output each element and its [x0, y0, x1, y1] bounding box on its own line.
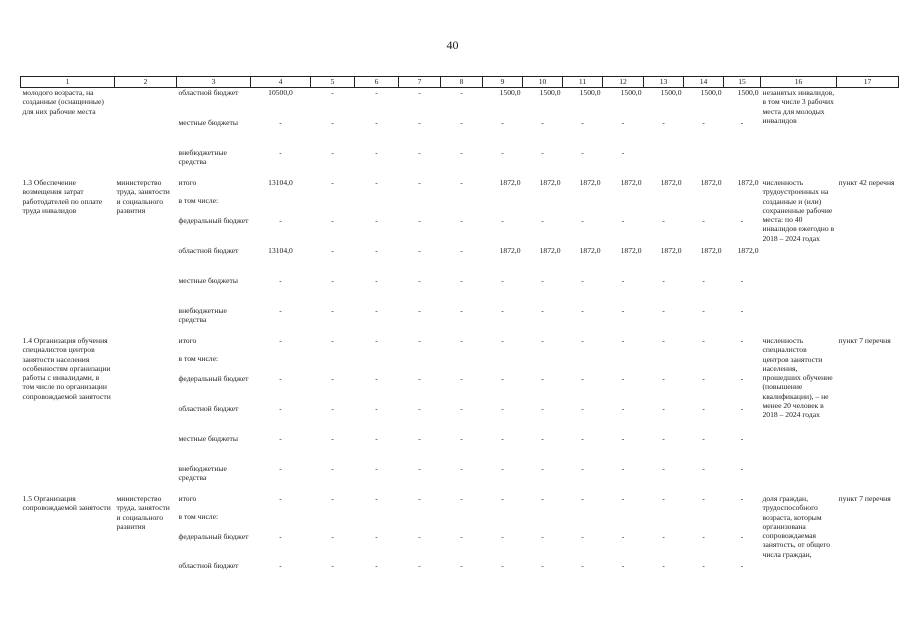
empty-value: -	[418, 464, 421, 473]
reference: пункт 7 перечня	[838, 494, 891, 503]
funding-source: внебюджетные средства	[178, 464, 227, 483]
col-header: 3	[177, 77, 251, 88]
total-value: 10500,0	[268, 88, 293, 97]
empty-value: -	[740, 464, 744, 473]
empty-value: -	[621, 464, 625, 473]
empty-value: -	[581, 148, 584, 157]
table-row	[21, 178, 899, 196]
empty-value: -	[662, 532, 665, 541]
empty-value: -	[621, 118, 625, 127]
empty-value: -	[375, 178, 378, 187]
empty-value: -	[460, 178, 463, 187]
empty-value: -	[331, 532, 334, 541]
empty-value: -	[331, 561, 334, 570]
activity-name: 1.5 Организация сопровождаемой занятости	[22, 494, 111, 513]
empty-value: -	[740, 532, 744, 541]
empty-value: -	[662, 276, 665, 285]
empty-value: -	[621, 561, 625, 570]
empty-value: -	[662, 464, 665, 473]
total-value: 13104,0	[268, 246, 293, 255]
empty-value: -	[418, 434, 421, 443]
empty-value: -	[279, 532, 282, 541]
year-value: 1500,0	[700, 88, 722, 97]
empty-value: -	[581, 374, 584, 383]
empty-value: -	[501, 374, 504, 383]
empty-value: -	[621, 374, 625, 383]
empty-value: -	[702, 494, 705, 503]
empty-value: -	[621, 434, 625, 443]
empty-value: -	[501, 276, 504, 285]
empty-value: -	[621, 494, 625, 503]
empty-value: -	[501, 561, 504, 570]
empty-value: -	[581, 276, 584, 285]
empty-value: -	[621, 276, 625, 285]
empty-value: -	[418, 306, 421, 315]
empty-value: -	[418, 178, 421, 187]
year-value: 1872,0	[579, 178, 601, 187]
empty-value: -	[740, 276, 744, 285]
empty-value: -	[331, 216, 334, 225]
empty-value: -	[279, 306, 282, 315]
empty-value: -	[418, 561, 421, 570]
year-value: 1500,0	[539, 88, 561, 97]
empty-value: -	[460, 246, 463, 255]
year-value: 1872,0	[737, 178, 759, 187]
empty-value: -	[501, 494, 504, 503]
empty-value: -	[702, 216, 705, 225]
funding-source: в том числе:	[178, 512, 219, 521]
empty-value: -	[279, 404, 282, 413]
executor	[115, 88, 177, 179]
empty-value: -	[541, 464, 544, 473]
indicator-text: численность специалистов центров занятости населения, прошедших обучение (повышение квалификации), – не менее 20 человек в 2018 – 2024 годах	[762, 336, 833, 420]
empty-value: -	[418, 374, 421, 383]
empty-value: -	[375, 494, 378, 503]
funding-source: областной бюджет	[178, 561, 239, 570]
empty-value: -	[541, 532, 544, 541]
empty-value: -	[662, 434, 665, 443]
blank-cell	[251, 196, 761, 216]
empty-value: -	[662, 118, 665, 127]
empty-value: -	[279, 561, 282, 570]
year-value: 1500,0	[579, 88, 601, 97]
empty-value: -	[662, 494, 665, 503]
empty-value: -	[460, 306, 463, 315]
empty-value: -	[418, 404, 421, 413]
empty-value: -	[702, 336, 705, 345]
page-number: 40	[446, 38, 459, 52]
empty-value: -	[541, 374, 544, 383]
empty-value: -	[331, 306, 334, 315]
year-value: 1500,0	[499, 88, 521, 97]
funding-source: внебюджетные средства	[178, 148, 227, 167]
empty-value: -	[662, 216, 665, 225]
total-value: 13104,0	[268, 178, 293, 187]
empty-value: -	[279, 148, 282, 157]
col-header: 7	[399, 77, 441, 88]
activity-name: 1.3 Обеспечение возмещения затрат работодателей по оплате труда инвалидов	[22, 178, 103, 215]
empty-value: -	[331, 494, 334, 503]
col-header: 1	[21, 77, 115, 88]
empty-value: -	[581, 336, 584, 345]
year-value: 1872,0	[539, 246, 561, 255]
empty-value: -	[740, 561, 744, 570]
empty-value: -	[331, 336, 334, 345]
empty-value: -	[279, 276, 282, 285]
table-row	[21, 494, 899, 512]
activity-name: молодого возраста, на созданные (оснащенные) для них рабочие места	[22, 88, 104, 116]
empty-value: -	[621, 404, 625, 413]
year-value: 1872,0	[660, 246, 682, 255]
empty-value: -	[375, 118, 378, 127]
col-header: 13	[644, 77, 684, 88]
empty-value: -	[279, 216, 282, 225]
empty-value: -	[375, 216, 378, 225]
funding-source: федеральный бюджет	[178, 216, 249, 225]
empty-value: -	[418, 494, 421, 503]
empty-value: -	[702, 276, 705, 285]
empty-value: -	[621, 336, 625, 345]
empty-value: -	[279, 118, 282, 127]
empty-value: -	[501, 216, 504, 225]
empty-value: -	[662, 404, 665, 413]
funding-source: местные бюджеты	[178, 276, 238, 285]
empty-value: -	[375, 404, 378, 413]
funding-source: областной бюджет	[178, 88, 239, 97]
empty-value: -	[740, 306, 744, 315]
empty-value: -	[621, 216, 625, 225]
executor	[115, 336, 177, 494]
empty-value: -	[581, 464, 584, 473]
empty-value: -	[501, 118, 504, 127]
empty-value: -	[460, 434, 463, 443]
blank-cell	[724, 148, 761, 178]
empty-value: -	[501, 148, 504, 157]
empty-value: -	[375, 464, 378, 473]
empty-value: -	[541, 404, 544, 413]
funding-source: областной бюджет	[178, 246, 239, 255]
blank-cell	[251, 512, 761, 532]
empty-value: -	[740, 434, 744, 443]
table-row	[21, 336, 899, 354]
empty-value: -	[418, 532, 421, 541]
empty-value: -	[581, 494, 584, 503]
col-header: 10	[523, 77, 563, 88]
year-value: 1872,0	[499, 178, 521, 187]
empty-value: -	[662, 561, 665, 570]
empty-value: -	[581, 532, 584, 541]
reference: пункт 7 перечня	[838, 336, 891, 345]
empty-value: -	[740, 118, 744, 127]
empty-value: -	[331, 404, 334, 413]
empty-value: -	[279, 336, 282, 345]
empty-value: -	[460, 404, 463, 413]
empty-value: -	[375, 276, 378, 285]
funding-source: итого	[178, 336, 197, 345]
empty-value: -	[702, 532, 705, 541]
funding-source: областной бюджет	[178, 404, 239, 413]
empty-value: -	[702, 561, 705, 570]
blank-cell	[251, 354, 761, 374]
empty-value: -	[541, 494, 544, 503]
empty-value: -	[460, 561, 463, 570]
funding-source: внебюджетные средства	[178, 306, 227, 325]
col-header: 8	[441, 77, 483, 88]
empty-value: -	[418, 88, 421, 97]
empty-value: -	[375, 336, 378, 345]
empty-value: -	[662, 374, 665, 383]
empty-value: -	[740, 404, 744, 413]
executor: министерство труда, занятости и социального развития	[116, 494, 170, 531]
empty-value: -	[662, 336, 665, 345]
empty-value: -	[375, 246, 378, 255]
empty-value: -	[501, 464, 504, 473]
empty-value: -	[375, 374, 378, 383]
funding-source: местные бюджеты	[178, 118, 238, 127]
col-header: 4	[251, 77, 311, 88]
funding-source: итого	[178, 178, 197, 187]
empty-value: -	[418, 276, 421, 285]
empty-value: -	[702, 404, 705, 413]
empty-value: -	[460, 216, 463, 225]
empty-value: -	[331, 148, 334, 157]
empty-value: -	[375, 532, 378, 541]
indicator-text: доля граждан, трудоспособного возраста, которым организована сопровождаемая занятость, от общего числа граждан,	[762, 494, 831, 559]
indicator-text: незанятых инвалидов, в том числе 3 рабочих места для молодых инвалидов	[762, 88, 835, 125]
empty-value: -	[740, 336, 744, 345]
empty-value: -	[702, 306, 705, 315]
empty-value: -	[702, 464, 705, 473]
col-header: 2	[115, 77, 177, 88]
empty-value: -	[279, 434, 282, 443]
empty-value: -	[740, 216, 744, 225]
col-header: 16	[761, 77, 837, 88]
empty-value: -	[581, 306, 584, 315]
year-value: 1500,0	[660, 88, 682, 97]
empty-value: -	[581, 216, 584, 225]
empty-value: -	[279, 494, 282, 503]
empty-value: -	[501, 404, 504, 413]
empty-value: -	[331, 118, 334, 127]
blank-cell	[684, 148, 724, 178]
empty-value: -	[418, 118, 421, 127]
funding-source: федеральный бюджет	[178, 374, 249, 383]
col-header: 14	[684, 77, 724, 88]
funding-source: итого	[178, 494, 197, 503]
reference	[837, 88, 899, 179]
blank-cell	[644, 148, 684, 178]
empty-value: -	[541, 118, 544, 127]
empty-value: -	[501, 306, 504, 315]
empty-value: -	[279, 464, 282, 473]
empty-value: -	[418, 148, 421, 157]
empty-value: -	[460, 336, 463, 345]
empty-value: -	[581, 561, 584, 570]
empty-value: -	[621, 148, 625, 157]
empty-value: -	[621, 306, 625, 315]
reference: пункт 42 перечня	[838, 178, 895, 187]
empty-value: -	[460, 148, 463, 157]
funding-source: федеральный бюджет	[178, 532, 249, 541]
empty-value: -	[418, 216, 421, 225]
empty-value: -	[541, 148, 544, 157]
empty-value: -	[375, 434, 378, 443]
empty-value: -	[501, 532, 504, 541]
empty-value: -	[621, 532, 625, 541]
empty-value: -	[460, 464, 463, 473]
empty-value: -	[460, 118, 463, 127]
empty-value: -	[541, 434, 544, 443]
empty-value: -	[541, 561, 544, 570]
empty-value: -	[460, 374, 463, 383]
empty-value: -	[331, 178, 334, 187]
empty-value: -	[418, 246, 421, 255]
empty-value: -	[501, 336, 504, 345]
year-value: 1500,0	[737, 88, 759, 97]
empty-value: -	[581, 434, 584, 443]
col-header: 12	[603, 77, 644, 88]
empty-value: -	[541, 306, 544, 315]
col-header: 9	[483, 77, 523, 88]
col-header: 15	[724, 77, 761, 88]
empty-value: -	[702, 434, 705, 443]
year-value: 1872,0	[499, 246, 521, 255]
empty-value: -	[702, 118, 705, 127]
empty-value: -	[375, 148, 378, 157]
empty-value: -	[501, 434, 504, 443]
funding-source: в том числе:	[178, 354, 219, 363]
empty-value: -	[375, 306, 378, 315]
empty-value: -	[740, 374, 744, 383]
year-value: 1872,0	[700, 178, 722, 187]
empty-value: -	[581, 404, 584, 413]
col-header: 5	[311, 77, 355, 88]
empty-value: -	[460, 88, 463, 97]
year-value: 1872,0	[579, 246, 601, 255]
column-number-row	[21, 77, 899, 88]
empty-value: -	[740, 494, 744, 503]
funding-source: местные бюджеты	[178, 434, 238, 443]
empty-value: -	[331, 374, 334, 383]
empty-value: -	[460, 532, 463, 541]
year-value: 1872,0	[737, 246, 759, 255]
empty-value: -	[662, 306, 665, 315]
col-header: 11	[563, 77, 603, 88]
executor: министерство труда, занятости и социального развития	[116, 178, 170, 215]
program-table	[20, 76, 899, 583]
year-value: 1872,0	[620, 178, 642, 187]
empty-value: -	[331, 434, 334, 443]
table-row	[21, 88, 899, 119]
empty-value: -	[375, 561, 378, 570]
empty-value: -	[541, 276, 544, 285]
empty-value: -	[331, 276, 334, 285]
empty-value: -	[460, 276, 463, 285]
col-header: 6	[355, 77, 399, 88]
empty-value: -	[541, 216, 544, 225]
empty-value: -	[279, 374, 282, 383]
year-value: 1872,0	[539, 178, 561, 187]
indicator-text: численность трудоустроенных на созданные и (или) сохраненные рабочие места: по 40 инвалидов ежегодно в 2018 – 2024 годах	[762, 178, 835, 243]
empty-value: -	[418, 336, 421, 345]
col-header: 17	[837, 77, 899, 88]
empty-value: -	[331, 246, 334, 255]
empty-value: -	[702, 374, 705, 383]
empty-value: -	[375, 88, 378, 97]
year-value: 1872,0	[700, 246, 722, 255]
empty-value: -	[541, 336, 544, 345]
empty-value: -	[581, 118, 584, 127]
year-value: 1500,0	[620, 88, 642, 97]
empty-value: -	[331, 464, 334, 473]
year-value: 1872,0	[660, 178, 682, 187]
funding-source: в том числе:	[178, 196, 219, 205]
empty-value: -	[460, 494, 463, 503]
activity-name: 1.4 Организация обучения специалистов центров занятости населения особенностям организации работы с инвалидами, в том числе по организации сопровождаемой занятости	[22, 336, 111, 401]
year-value: 1872,0	[620, 246, 642, 255]
empty-value: -	[331, 88, 334, 97]
